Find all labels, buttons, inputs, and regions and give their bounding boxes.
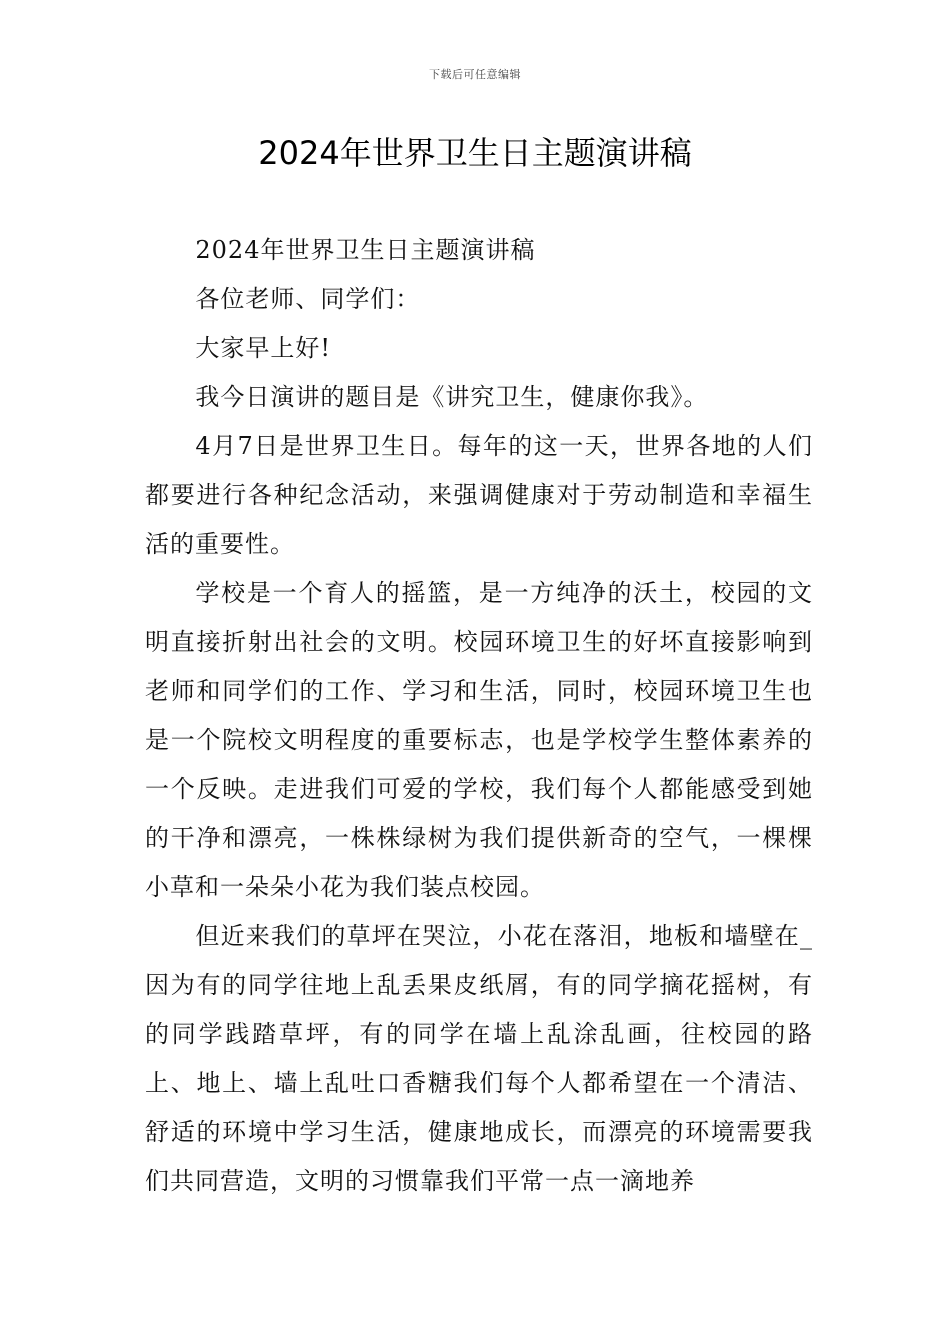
paragraph-topic: 我今日演讲的题目是《讲究卫生，健康你我》。 [195,383,709,411]
paragraph-school-environment: 学校是一个育人的摇篮，是一方纯净的沃土，校园的文明直接折射出社会的文明。校园环境卫生的好坏直接影响到老师和同学们的工作、学习和生活，同时，校园环境卫生也是一个院校文明程度的重要标志，也是学校学生整体素养的一个反映。走进我们可爱的学校，我们每个人都能感受到她的干净和漂亮，一株株绿树为我们提供新奇的空气，一棵棵小草和一朵朵小花为我们装点校园。 [145,579,813,901]
paragraph-title-repeat: 2024年世界卫生日主题演讲稿 [195,236,536,264]
document-title: 2024年世界卫生日主题演讲稿 [258,134,692,172]
paragraph-greeting: 大家早上好! [195,334,332,362]
paragraph-world-health-day: 4月7日是世界卫生日。每年的这一天，世界各地的人们都要进行各种纪念活动，来强调健康对于劳动制造和幸福生活的重要性。 [145,432,813,558]
paragraph-salutation: 各位老师、同学们： [195,285,421,313]
document-body [145,226,813,1206]
paragraph-recent-problems: 但近来我们的草坪在哭泣，小花在落泪，地板和墙壁在_因为有的同学往地上乱丢果皮纸屑，有的同学摘花摇树，有的同学践踏草坪，有的同学在墙上乱涂乱画，往校园的路上、地上、墙上乱吐口香糖我们每个人都希望在一个清洁、舒适的环境中学习生活，健康地成长，而漂亮的环境需要我们共同营造，文明的习惯靠我们平常一点一滴地养 [145,922,813,1195]
header-note: 下载后可任意编辑 [429,68,521,81]
